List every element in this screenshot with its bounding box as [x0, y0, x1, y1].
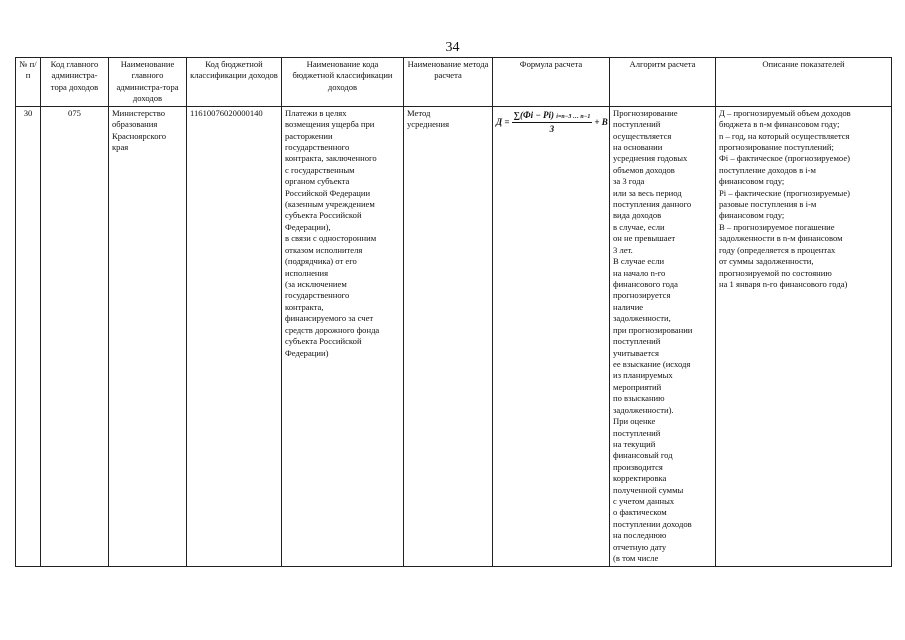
formula-sum-limits: i=n−3 … n−1: [556, 113, 591, 120]
text-line: учитывается: [613, 347, 659, 358]
text-line: финансируемого за счет: [285, 313, 374, 324]
text-line: края: [112, 141, 129, 152]
header-code-name: Наименование кода бюджетной классификации доходов: [282, 58, 404, 107]
cell-formula: [493, 106, 610, 566]
cell-num: 30: [16, 106, 41, 566]
cell-method: [404, 106, 493, 566]
text-line: Федерации),: [285, 221, 331, 232]
text-line: задолженности в n-м финансовом: [719, 233, 843, 244]
text-line: о фактическом: [613, 507, 667, 518]
text-line: прогнозируемой по состоянию: [719, 267, 832, 278]
text-line: контракта, заключенного: [285, 153, 377, 164]
formula-fraction: [512, 110, 593, 136]
text-line: поступление доходов в i-м: [719, 164, 816, 175]
revenue-methods-table: [15, 57, 892, 567]
text-line: на основании: [613, 141, 663, 152]
text-line: производится: [613, 461, 663, 472]
text-line: финансовый год: [613, 450, 673, 461]
text-line: полученной суммы: [613, 484, 684, 495]
text-line: финансовом году;: [719, 210, 785, 221]
header-budget-code: Код бюджетной классификации доходов: [187, 58, 282, 107]
header-num: № п/п: [16, 58, 41, 107]
cell-admin-code: 075: [41, 106, 109, 566]
text-line: Фi – фактическое (прогнозируемое): [719, 153, 851, 164]
formula: [496, 110, 606, 136]
formula-denominator: 3: [549, 123, 555, 134]
text-line: Министерство: [112, 107, 165, 118]
text-line: органом субъекта: [285, 176, 350, 187]
text-line: Метод: [407, 107, 431, 118]
text-line: ее взыскание (исходя: [613, 358, 691, 369]
text-line: вида доходов: [613, 210, 662, 221]
text-line: по взысканию: [613, 393, 665, 404]
text-line: задолженности,: [613, 313, 671, 324]
table-row: [16, 106, 892, 566]
text-line: разовые поступления в i-м: [719, 199, 817, 210]
text-line: В случае если: [613, 256, 665, 267]
text-line: (за исключением: [285, 279, 347, 290]
text-line: наличие: [613, 301, 644, 312]
text-line: усреднения: [407, 119, 450, 130]
header-row: [16, 58, 892, 107]
text-line: Прогнозирование: [613, 107, 678, 118]
formula-rhs: + В: [594, 116, 608, 127]
text-line: в связи с односторонним: [285, 233, 377, 244]
text-line: из планируемых: [613, 370, 673, 381]
text-line: расторжении: [285, 130, 333, 141]
text-line: поступлений: [613, 119, 661, 130]
text-line: поступлении доходов: [613, 518, 692, 529]
text-line: мероприятий: [613, 381, 662, 392]
text-line: поступлений: [613, 336, 661, 347]
cell-budget-code: 11610076020000140: [187, 106, 282, 566]
text-line: бюджета в n-м финансовом году;: [719, 119, 840, 130]
text-line: или за весь период: [613, 187, 682, 198]
text-line: 3 лет.: [613, 244, 633, 255]
text-line: исполнения: [285, 267, 329, 278]
text-line: финансовом году;: [719, 176, 785, 187]
text-line: При оценке: [613, 416, 656, 427]
text-line: на 1 января n-го финансового года): [719, 279, 848, 290]
text-line: задолженности).: [613, 404, 674, 415]
text-line: контракта,: [285, 301, 324, 312]
page-number: 34: [445, 40, 460, 55]
text-line: при прогнозировании: [613, 324, 693, 335]
text-line: Д – прогнозируемый объем доходов: [719, 107, 851, 118]
text-line: отказом исполнителя: [285, 244, 363, 255]
text-line: на начало n-го: [613, 267, 666, 278]
text-line: государственного: [285, 141, 350, 152]
text-line: на последнюю: [613, 530, 667, 541]
text-line: он не превышает: [613, 233, 676, 244]
text-line: корректировка: [613, 473, 667, 484]
text-line: поступления данного: [613, 199, 692, 210]
text-line: Федерации): [285, 347, 329, 358]
text-line: прогнозирование поступлений;: [719, 141, 834, 152]
header-admin-name: Наименование главного администра-тора доходов: [109, 58, 187, 107]
text-line: с государственным: [285, 164, 355, 175]
text-line: n – год, на который осуществляется: [719, 130, 850, 141]
text-line: (казенным учреждением: [285, 199, 375, 210]
text-line: Российской Федерации: [285, 187, 371, 198]
cell-admin-name: [109, 106, 187, 566]
text-line: на текущий: [613, 438, 656, 449]
header-formula: Формула расчета: [493, 58, 610, 107]
text-line: В – прогнозируемое погашение: [719, 221, 835, 232]
text-line: Платежи в целях: [285, 107, 347, 118]
text-line: объемов доходов: [613, 164, 675, 175]
header-method: Наименование метода расчета: [404, 58, 493, 107]
text-line: осуществляется: [613, 130, 672, 141]
text-line: прогнозируется: [613, 290, 671, 301]
text-line: субъекта Российской: [285, 210, 362, 221]
formula-numerator-text: ∑(Фi − Рi): [513, 109, 555, 120]
text-line: средств дорожного фонда: [285, 324, 380, 335]
cell-description: [716, 106, 892, 566]
text-line: усреднения годовых: [613, 153, 688, 164]
formula-lhs: Д =: [496, 116, 510, 127]
cell-algorithm: [610, 106, 716, 566]
text-line: (подрядчика) от его: [285, 256, 357, 267]
text-line: (в том числе: [613, 553, 659, 564]
text-line: возмещения ущерба при: [285, 119, 375, 130]
header-algorithm: Алгоритм расчета: [610, 58, 716, 107]
text-line: от суммы задолженности,: [719, 256, 814, 267]
text-line: государственного: [285, 290, 350, 301]
cell-code-name: [282, 106, 404, 566]
text-line: образования: [112, 119, 158, 130]
text-line: финансового года: [613, 279, 678, 290]
text-line: Красноярского: [112, 130, 167, 141]
header-admin-code: Код главного администра-тора доходов: [41, 58, 109, 107]
text-line: за 3 года: [613, 176, 645, 187]
text-line: году (определяется в процентах: [719, 244, 836, 255]
text-line: субъекта Российской: [285, 336, 362, 347]
formula-numerator: [512, 110, 593, 123]
text-line: отчетную дату: [613, 541, 667, 552]
text-line: поступлений: [613, 427, 661, 438]
header-description: Описание показателей: [716, 58, 892, 107]
text-line: Рi – фактические (прогнозируемые): [719, 187, 851, 198]
text-line: в случае, если: [613, 221, 665, 232]
text-line: с учетом данных: [613, 496, 675, 507]
